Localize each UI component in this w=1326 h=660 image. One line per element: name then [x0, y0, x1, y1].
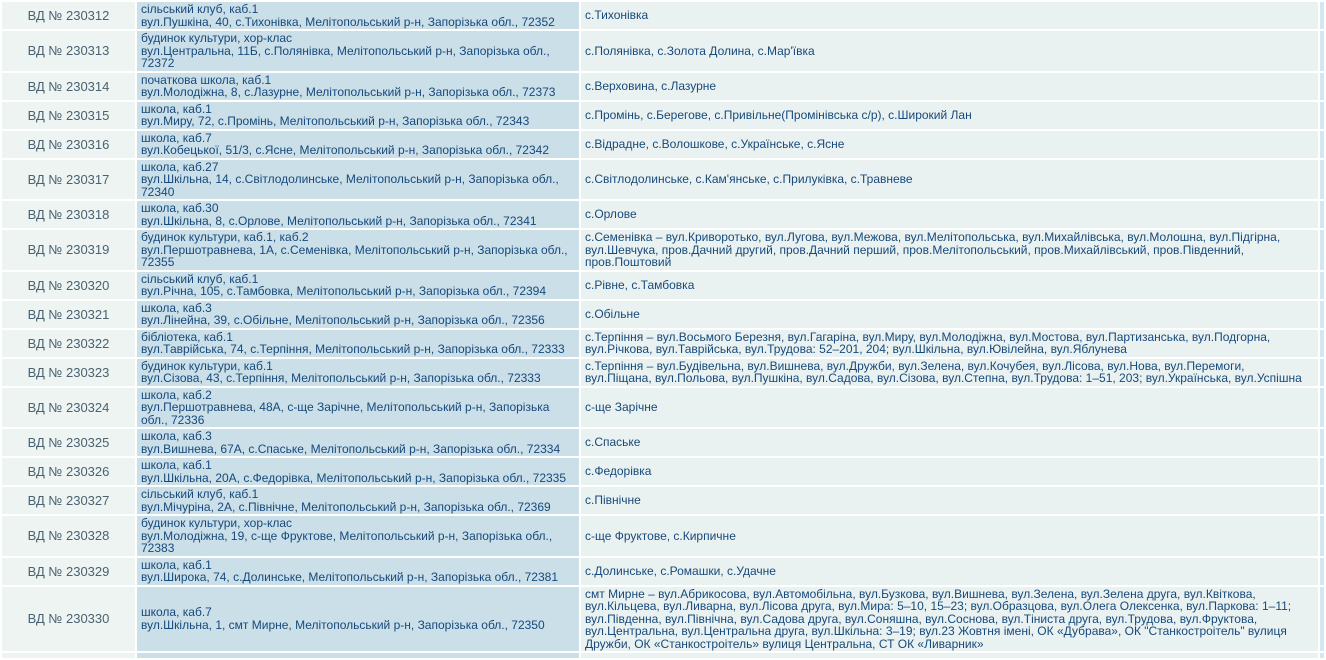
address-line: вул.Лінейна, 39, с.Обільне, Мелітопольський р-н, Запорізька обл., 72356	[141, 313, 545, 327]
station-number-cell	[2, 587, 135, 652]
table-row	[2, 301, 1324, 328]
station-number: ВД № 230324	[27, 399, 110, 415]
address-line: вул.Шкільна, 20А, с.Федорівка, Мелітопольський р-н, Запорізька обл., 72335	[141, 470, 567, 485]
station-number-cell	[2, 2, 135, 29]
table-row	[2, 230, 1324, 270]
coverage-cell	[581, 388, 1318, 428]
right-edge-cutoff-cell	[1320, 160, 1324, 200]
partial-cell	[1320, 653, 1324, 658]
right-edge-cutoff-cell	[1320, 558, 1324, 585]
coverage-cell	[581, 330, 1318, 357]
address-cell	[137, 301, 579, 328]
address-cell	[137, 558, 579, 585]
station-number: ВД № 230322	[27, 335, 110, 351]
venue-line: школа, каб.3	[141, 300, 212, 315]
coverage-cell	[581, 429, 1318, 456]
venue-line: школа, каб.7	[141, 130, 212, 145]
right-edge-cutoff-cell	[1320, 230, 1324, 270]
table-row	[2, 487, 1324, 514]
coverage-cell	[581, 487, 1318, 514]
station-number-cell	[2, 429, 135, 456]
right-edge-cutoff-cell	[1320, 359, 1324, 386]
venue-line: школа, каб.1	[141, 101, 212, 116]
coverage-area: с.Промінь, с.Берегове, с.Привільне(Промінівська с/р), с.Широкий Лан	[585, 107, 972, 122]
coverage-area: с.Терпіння – вул.Восьмого Березня, вул.Гагаріна, вул.Миру, вул.Молодіжна, вул.Мостова, вул.Партизанська, вул.Подгорна, вул.Річкова, вул.Таврійська, вул.Трудова: 52–201, 204; вул.Шкільна, вул.Ювілейна, вул.Яблунева	[585, 329, 1271, 356]
venue-line: сільський клуб, каб.1	[141, 271, 259, 286]
coverage-area: с.Федорівка	[585, 464, 652, 479]
coverage-area: с.Орлове	[585, 207, 637, 222]
table-row	[2, 201, 1324, 228]
address-line: вул.Пушкіна, 40, с.Тихонівка, Мелітопольський р-н, Запорізька обл., 72352	[141, 14, 555, 29]
address-line: вул.Мічуріна, 2А, с.Північне, Мелітопольський р-н, Запорізька обл., 72369	[141, 499, 551, 514]
coverage-cell	[581, 558, 1318, 585]
coverage-cell	[581, 587, 1318, 652]
station-number: ВД № 230330	[27, 611, 110, 627]
station-number: ВД № 230313	[27, 43, 110, 59]
station-number-cell	[2, 516, 135, 556]
venue-line: бібліотека, каб.1	[141, 329, 233, 344]
address-line: вул.Молодіжна, 19, с-ще Фруктове, Мелітопольський р-н, Запорізька обл., 72383	[141, 528, 553, 555]
address-line: вул.Таврійська, 74, с.Терпіння, Мелітопольський р-н, Запорізька обл., 72333	[141, 342, 565, 356]
venue-line: школа, каб.7	[141, 605, 212, 620]
right-edge-cutoff-cell	[1320, 2, 1324, 29]
address-cell	[137, 359, 579, 386]
coverage-cell	[581, 516, 1318, 556]
address-cell	[137, 160, 579, 200]
coverage-cell	[581, 160, 1318, 200]
address-line: вул.Центральна, 11Б, с.Полянівка, Мелітопольський р-н, Запорізька обл., 72372	[141, 43, 550, 70]
address-line: вул.Шкільна, 1, смт Мирне, Мелітопольський р-н, Запорізька обл., 72350	[141, 617, 545, 632]
address-cell	[137, 388, 579, 428]
right-edge-cutoff-cell	[1320, 388, 1324, 428]
table-row	[2, 102, 1324, 129]
right-edge-cutoff-cell	[1320, 330, 1324, 357]
station-number-cell	[2, 330, 135, 357]
address-line: вул.Вишнева, 67А, с.Спаське, Мелітопольський р-н, Запорізька обл., 72334	[141, 441, 561, 456]
partial-cell	[137, 653, 579, 658]
station-number-cell	[2, 558, 135, 585]
station-number-cell	[2, 160, 135, 200]
address-cell	[137, 201, 579, 228]
station-number: ВД № 230323	[27, 364, 110, 380]
right-edge-cutoff-cell	[1320, 131, 1324, 158]
station-number: ВД № 230319	[27, 242, 110, 258]
coverage-cell	[581, 2, 1318, 29]
right-edge-cutoff-cell	[1320, 429, 1324, 456]
address-cell	[137, 230, 579, 270]
station-number: ВД № 230318	[27, 207, 110, 222]
station-number: ВД № 230328	[27, 528, 110, 544]
address-cell	[137, 516, 579, 556]
address-cell	[137, 330, 579, 357]
station-number-cell	[2, 73, 135, 100]
station-number: ВД № 230327	[27, 493, 110, 508]
station-number-cell	[2, 230, 135, 270]
address-cell	[137, 2, 579, 29]
table-row	[2, 160, 1324, 200]
coverage-area: с.Полянівка, с.Золота Долина, с.Мар'ївка	[585, 43, 815, 58]
station-number: ВД № 230326	[27, 464, 110, 479]
coverage-area: с.Семенівка – вул.Криворотько, вул.Лугова, вул.Межова, вул.Мелітопольська, вул.Михайлівська, вул.Молошна, вул.Підгірна, вул.Шевчука, пров.Дачний другий, пров.Дачний перший, пров.Мелітопольський, пров.Михайлівський, пров.Південний, пров.Поштовий	[585, 230, 1281, 269]
coverage-area: с.Світлодолинське, с.Кам'янське, с.Прилуківка, с.Травневе	[585, 172, 913, 186]
table-row	[2, 73, 1324, 100]
station-number-cell	[2, 388, 135, 428]
coverage-area: с.Спаське	[585, 435, 641, 450]
table-row	[2, 31, 1324, 71]
coverage-area: с.Північне	[585, 493, 641, 508]
right-edge-cutoff-cell	[1320, 458, 1324, 485]
station-number: ВД № 230317	[27, 171, 110, 187]
table-row	[2, 272, 1324, 299]
address-cell	[137, 73, 579, 100]
coverage-area: с.Обільне	[585, 306, 640, 321]
table-row	[2, 458, 1324, 485]
address-line: вул.Кобецької, 51/3, с.Ясне, Мелітопольський р-н, Запорізька обл., 72342	[141, 143, 550, 157]
address-cell	[137, 131, 579, 158]
station-number: ВД № 230315	[27, 107, 110, 123]
address-cell	[137, 587, 579, 652]
table-row	[2, 429, 1324, 456]
table-row	[2, 359, 1324, 386]
coverage-cell	[581, 301, 1318, 328]
station-number: ВД № 230314	[27, 78, 110, 94]
coverage-area: с.Терпіння – вул.Будівельна, вул.Вишнева, вул.Дружби, вул.Зелена, вул.Кочубея, вул.Лісова, вул.Нова, вул.Перемоги, вул.Піщана, вул.Польова, вул.Пушкіна, вул.Садова, вул.Сізова, вул.Степна, вул.Трудова: 1–51, 203; вул.Українська, вул.Успішна	[585, 358, 1302, 385]
table-row	[2, 587, 1324, 652]
station-number: ВД № 230325	[27, 435, 110, 450]
coverage-cell	[581, 272, 1318, 299]
coverage-cell	[581, 359, 1318, 386]
venue-line: будинок культури, каб.1, каб.2	[141, 230, 309, 244]
venue-line: будинок культури, хор-клас	[141, 516, 293, 530]
venue-line: будинок культури, каб.1	[141, 358, 273, 373]
table-row	[2, 516, 1324, 556]
right-edge-cutoff-cell	[1320, 516, 1324, 556]
address-line: вул.Шкільна, 8, с.Орлове, Мелітопольський р-н, Запорізька обл., 72341	[141, 213, 537, 228]
coverage-cell	[581, 131, 1318, 158]
right-edge-cutoff-cell	[1320, 102, 1324, 129]
table-row-partial	[2, 653, 1324, 658]
address-line: вул.Широка, 74, с.Долинське, Мелітопольський р-н, Запорізька обл., 72381	[141, 570, 558, 584]
address-cell	[137, 272, 579, 299]
address-line: вул.Річна, 105, с.Тамбовка, Мелітопольський р-н, Запорізька обл., 72394	[141, 284, 547, 298]
address-line: вул.Сізова, 43, с.Терпіння, Мелітопольський р-н, Запорізька обл., 72333	[141, 371, 541, 385]
right-edge-cutoff-cell	[1320, 201, 1324, 228]
right-edge-cutoff-cell	[1320, 73, 1324, 100]
venue-line: початкова школа, каб.1	[141, 72, 272, 87]
venue-line: сільський клуб, каб.1	[141, 487, 259, 501]
coverage-area: с.Верховина, с.Лазурне	[585, 78, 717, 93]
table-row	[2, 131, 1324, 158]
station-number-cell	[2, 301, 135, 328]
address-cell	[137, 487, 579, 514]
station-number: ВД № 230312	[27, 8, 110, 23]
station-number-cell	[2, 102, 135, 129]
table-row	[2, 2, 1324, 29]
coverage-area: с.Відрадне, с.Волошкове, с.Українське, с.Ясне	[585, 136, 845, 151]
venue-line: школа, каб.30	[141, 201, 219, 215]
address-cell	[137, 429, 579, 456]
address-cell	[137, 31, 579, 71]
coverage-area: с.Рівне, с.Тамбовка	[585, 277, 695, 292]
table-body	[2, 2, 1324, 658]
station-number: ВД № 230329	[27, 563, 110, 579]
partial-cell	[581, 653, 1318, 658]
coverage-area: с.Долинське, с.Ромашки, с.Удачне	[585, 563, 776, 578]
coverage-cell	[581, 102, 1318, 129]
station-number: ВД № 230316	[27, 136, 110, 152]
venue-line: школа, каб.1	[141, 557, 212, 572]
coverage-area: смт Мирне – вул.Абрикосова, вул.Автомобільна, вул.Бузкова, вул.Вишнева, вул.Зелена, вул.Зелена друга, вул.Квіткова, вул.Кільцева, вул.Ливарна, вул.Лісова друга, вул.Мира: 5–10, 15–23; вул.Образцова, вул.Олега Олексенка, вул.Паркова: 1–11; вул.Південна, вул.Північна, вул.Садова друга, вул.Соняшна, вул.Соснова, вул.Тіниста друга, вул.Трудова, вул.Фруктова, вул.Центральна, вул.Центральна друга, вул.Шкільна: 3–19; вул.23 Жовтня імені, ОК «Дубрава», ОК "Станкостроітель" вулиця Дружби, ОК «Станкостроітель» вулиця Центральна, СТ ОК «Ливарник»	[585, 586, 1292, 651]
right-edge-cutoff-cell	[1320, 272, 1324, 299]
table-row	[2, 558, 1324, 585]
table-row	[2, 330, 1324, 357]
venue-line: школа, каб.2	[141, 387, 212, 402]
venue-line: школа, каб.1	[141, 458, 212, 472]
address-line: вул.Першотравнева, 48А, с-ще Зарічне, Мелітопольський р-н, Запорізька обл., 72336	[141, 400, 550, 427]
coverage-area: с-ще Фруктове, с.Кирпичне	[585, 528, 736, 543]
coverage-cell	[581, 458, 1318, 485]
table-row	[2, 388, 1324, 428]
coverage-cell	[581, 73, 1318, 100]
station-number-cell	[2, 458, 135, 485]
station-number-cell	[2, 201, 135, 228]
venue-line: школа, каб.27	[141, 159, 219, 174]
address-line: вул.Шкільна, 14, с.Світлодолинське, Мелітопольський р-н, Запорізька обл., 72340	[141, 172, 559, 199]
station-number: ВД № 230321	[27, 306, 110, 322]
coverage-cell	[581, 31, 1318, 71]
venue-line: будинок культури, хор-клас	[141, 31, 293, 45]
station-number: ВД № 230320	[27, 277, 110, 293]
venue-line: сільський клуб, каб.1	[141, 2, 259, 16]
right-edge-cutoff-cell	[1320, 301, 1324, 328]
station-number-cell	[2, 487, 135, 514]
station-number-cell	[2, 31, 135, 71]
station-number-cell	[2, 272, 135, 299]
partial-cell	[2, 653, 135, 658]
address-cell	[137, 102, 579, 129]
address-line: вул.Першотравнева, 1А, с.Семенівка, Мелітопольський р-н, Запорізька обл., 72355	[141, 242, 568, 269]
right-edge-cutoff-cell	[1320, 587, 1324, 652]
address-line: вул.Миру, 72, с.Промінь, Мелітопольський р-н, Запорізька обл., 72343	[141, 114, 530, 128]
station-number-cell	[2, 131, 135, 158]
coverage-area: с-ще Зарічне	[585, 400, 658, 414]
address-cell	[137, 458, 579, 485]
right-edge-cutoff-cell	[1320, 487, 1324, 514]
station-number-cell	[2, 359, 135, 386]
address-line: вул.Молодіжна, 8, с.Лазурне, Мелітопольський р-н, Запорізька обл., 72373	[141, 85, 556, 99]
coverage-cell	[581, 201, 1318, 228]
right-edge-cutoff-cell	[1320, 31, 1324, 71]
coverage-cell	[581, 230, 1318, 270]
venue-line: школа, каб.3	[141, 429, 212, 443]
coverage-area: с.Тихонівка	[585, 8, 649, 23]
